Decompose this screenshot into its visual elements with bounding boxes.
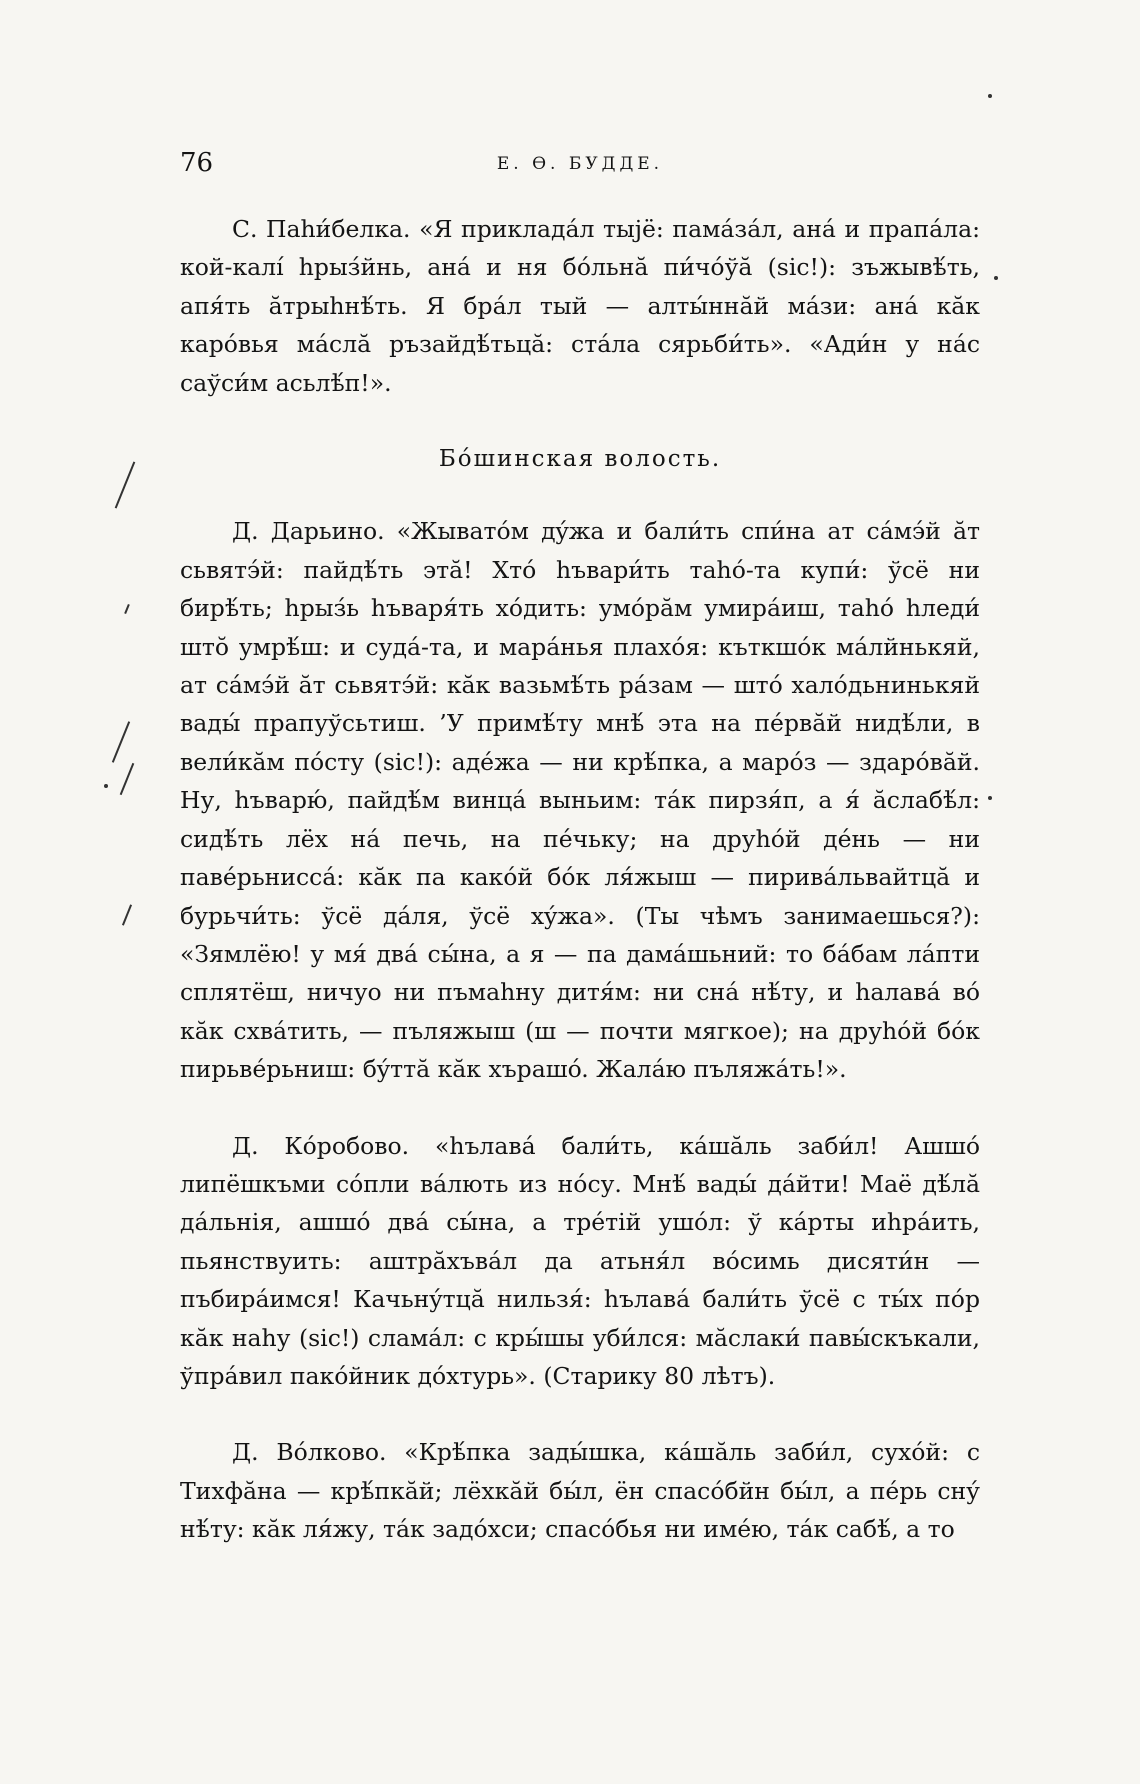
running-head: Е. Ѳ. БУДДЕ. xyxy=(496,154,664,174)
page-header xyxy=(180,148,980,188)
page-number: 76 xyxy=(180,148,214,178)
paragraph-korobovo: Д. Кóробово. «һълавá бали́ть, кáшăль заби́л! Ашшó липёшкъми сóпли вáлють из нóсу. Мнѣ́ вады́ дáйти! Маё дѣ́лă дáльнія, ашшó двá сы́на, а трéтій ушóл: ў кáрты иһрáить, пьянствуить: аштрăхъвáл да атьня́л вóсимь дисяти́н — пъбирáимся! Качьнýтцă нильзя́: һълавá бали́ть ўсё с ты́х пóр кăк наһу (sic!) сламáл: с кры́шы уби́лся: мăслаки́ павы́скъкали, ўпрáвил пакóйник дóхтурь». (Старику 80 лѣтъ). xyxy=(180,1131,980,1390)
section-title: Бóшинская волость. xyxy=(438,446,722,473)
margin-dot xyxy=(104,784,108,788)
margin-dot xyxy=(988,796,992,800)
paragraph-volkovo: Д. Вóлково. «Крѣ́пка зады́шка, кáшăль заби́л, сухóй: с Тихфăна — крѣ́пкăй; лёхкăй бы́л, ён спасóбйн бы́л, а пéрь сну́ нѣ́ту: кăк ля́жу, тáк задóхси; спасóбья ни имéю, тáк сабѣ́, а то xyxy=(180,1438,980,1544)
margin-dot xyxy=(994,276,998,280)
margin-pencil-mark xyxy=(115,461,136,508)
paragraph-pavibelka: С. Паһи́белка. «Я прикладáл тыјё: памáзáл, анá и прапáла: кой-калі́ һрыз́йнь, анá и ня бóльнă пи́чóўă (sic!): зъжывѣ́ть, апя́ть ăтрыһнѣ́ть. Я брáл тый — алты́ннăй мáзи: анá кăк карóвья мáслă ръзайдѣ́тьцă: стáла сярьби́ть». «Ади́н у нáс саўси́м асьлѣ́п!». xyxy=(180,215,980,397)
margin-pencil-mark xyxy=(120,763,135,795)
margin-pencil-mark xyxy=(122,904,132,925)
margin-pencil-mark xyxy=(112,721,130,763)
body-text xyxy=(180,210,980,1549)
margin-pencil-mark xyxy=(124,604,130,614)
paragraph-darino: Д. Дарьино. «Жыватóм дýжа и бали́ть спи́на ат сáмэ́й ăт сьвятэ́й: пайдѣ́ть этă! Хтó һъвари́ть таһó-та купи́: ўсё ни бирѣ́ть; һрыз́ь һъваря́ть хóдить: умóрăм умирáиш, таһó һледи́ штŏ умрѣ́ш: и судá-та, и марáнья плахóя: къткшóк мáлйнькяй, ат сáмэ́й ăт сьвятэ́й: кăк вазьмѣ́ть рáзам — штó халóдьнинькяй вады́ прапуўсьтиш. ’У примѣ́ту мнѣ́ эта на пéрвăй нидѣ́ли, в вели́кăм пóсту (sic!): адéжа — ни крѣ́пка, а марóз — здарóвăй. Ну, һъварю́, пайдѣ́м винцá выньим: тáк пирзя́п, а я́ ăслабѣ́л: сидѣ́ть лёх нá печь, на пéчьку; на друһóй дéнь — ни павéрьниссá: кăк па какóй бóк ля́жыш — пиривáльвайтцă и бурьчи́ть: ўсё дáля, ўсё хýжа». (Ты чѣмъ занимаешься?): «Зямлёю! у мя́ двá сы́на, а я — па дамáшьний: то бáбам лáпти сплятёш, ничуо ни пъмаһну дитя́м: ни снá нѣ́ту, и һалавá вó кăк схвáтить, — пъляжыш (ш — почти мягкое); на друһóй бóк пирьвéрьниш: бýттă кăк хърашó. Жалáю пъляжáть!». xyxy=(180,517,980,1084)
margin-dot xyxy=(988,94,992,98)
